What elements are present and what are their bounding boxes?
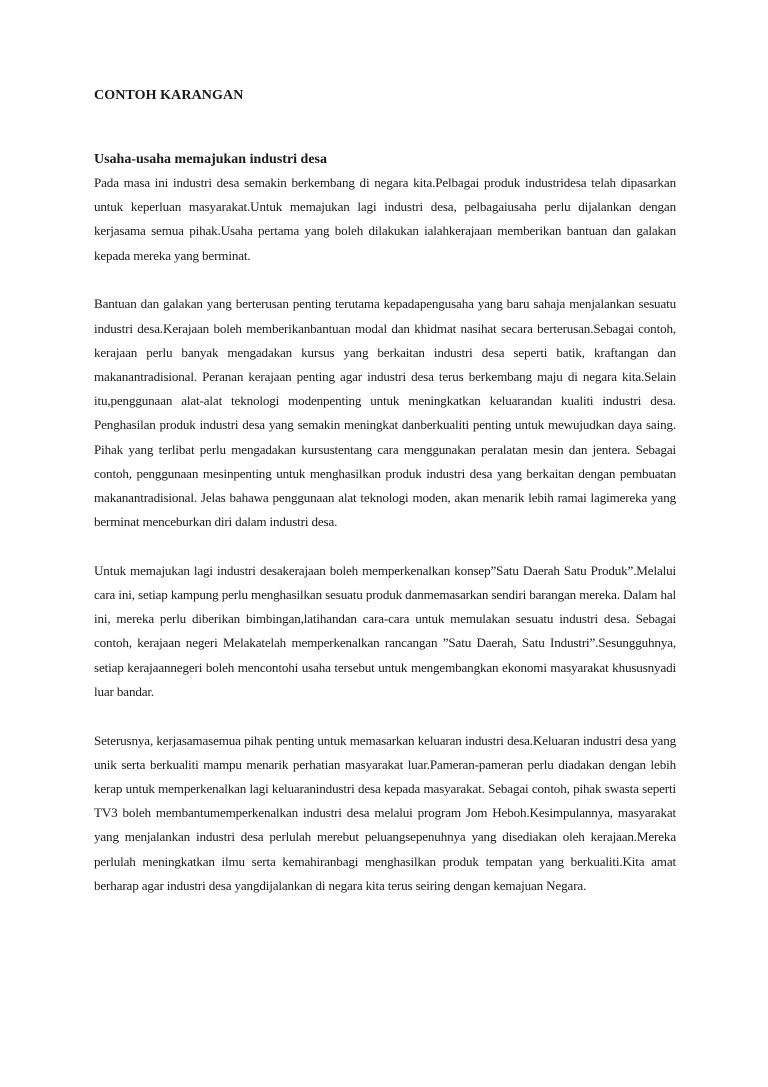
paragraph-3: Untuk memajukan lagi industri desakerajaan boleh memperkenalkan konsep”Satu Daerah Satu Produk”.Melalui cara ini, setiap kampung perlu menghasilkan sesuatu produk danmemasarkan sendiri barangan mereka. Dalam hal ini, mereka perlu diberikan bimbingan,latihandan cara-cara untuk memulakan sesuatu industri desa. Sebagai contoh, kerajaan negeri Melakatelah memperkenalkan rancangan ”Satu Daerah, Satu Industri”.Sesungguhnya, setiap kerajaannegeri boleh mencontohi usaha tersebut untuk mengembangkan ekonomi masyarakat khususnyadi luar bandar. xyxy=(94,562,676,699)
document-title: CONTOH KARANGAN xyxy=(94,88,244,103)
essay-subtitle: Usaha-usaha memajukan industri desa xyxy=(94,152,327,167)
paragraph-2: Bantuan dan galakan yang berterusan penting terutama kepadapengusaha yang baru sahaja menjalankan sesuatu industri desa.Kerajaan boleh memberikanbantuan modal dan khidmat nasihat secara berterusan.Sebagai contoh, kerajaan perlu banyak mengadakan kursus yang berkaitan industri desa seperti batik, kraftangan dan makanantradisional. Peranan kerajaan penting agar industri desa terus berkembang maju di negara kita.Selain itu,penggunaan alat-alat teknologi modenpenting untuk meningkatkan keluarandan kualiti industri desa. Penghasilan produk industri desa yang semakin meningkat danberkualiti penting untuk mewujudkan daya saing. Pihak yang terlibat perlu mengadakan kursustentang cara menggunakan peralatan mesin dan jentera. Sebagai contoh, penggunaan mesinpenting untuk menghasilkan produk industri desa yang berkaitan dengan pembuatan makanantradisional. Jelas bahawa penggunaan alat teknologi moden, akan menarik lebih ramai lagimereka yang berminat menceburkan diri dalam industri desa. xyxy=(94,296,676,530)
paragraph-1: Pada masa ini industri desa semakin berkembang di negara kita.Pelbagai produk industridesa telah dipasarkan untuk keperluan masyarakat.Untuk memajukan lagi industri desa, pelbagaiusaha perlu dijalankan dengan kerjasama semua pihak.Usaha pertama yang boleh dilakukan ialahkerajaan memberikan bantuan dan galakan kepada mereka yang berminat. xyxy=(94,175,676,263)
paragraph-4: Seterusnya, kerjasamasemua pihak penting untuk memasarkan keluaran industri desa.Keluaran industri desa yang unik serta berkualiti mampu menarik perhatian masyarakat luar.Pameran-pameran perlu diadakan dengan lebih kerap untuk memperkenalkan lagi keluaranindustri desa kepada masyarakat. Sebagai contoh, pihak swasta seperti TV3 boleh membantumemperkenalkan industri desa melalui program Jom Heboh.Kesimpulannya, masyarakat yang menjalankan industri desa perlulah merebut peluangsepenuhnya yang disediakan oleh kerajaan.Mereka perlulah meningkatkan ilmu serta kemahiranbagi menghasilkan produk tempatan yang berkualiti.Kita amat berharap agar industri desa yangdijalankan di negara kita terus seiring dengan kemajuan Negara. xyxy=(94,732,676,893)
document-page xyxy=(94,86,676,922)
